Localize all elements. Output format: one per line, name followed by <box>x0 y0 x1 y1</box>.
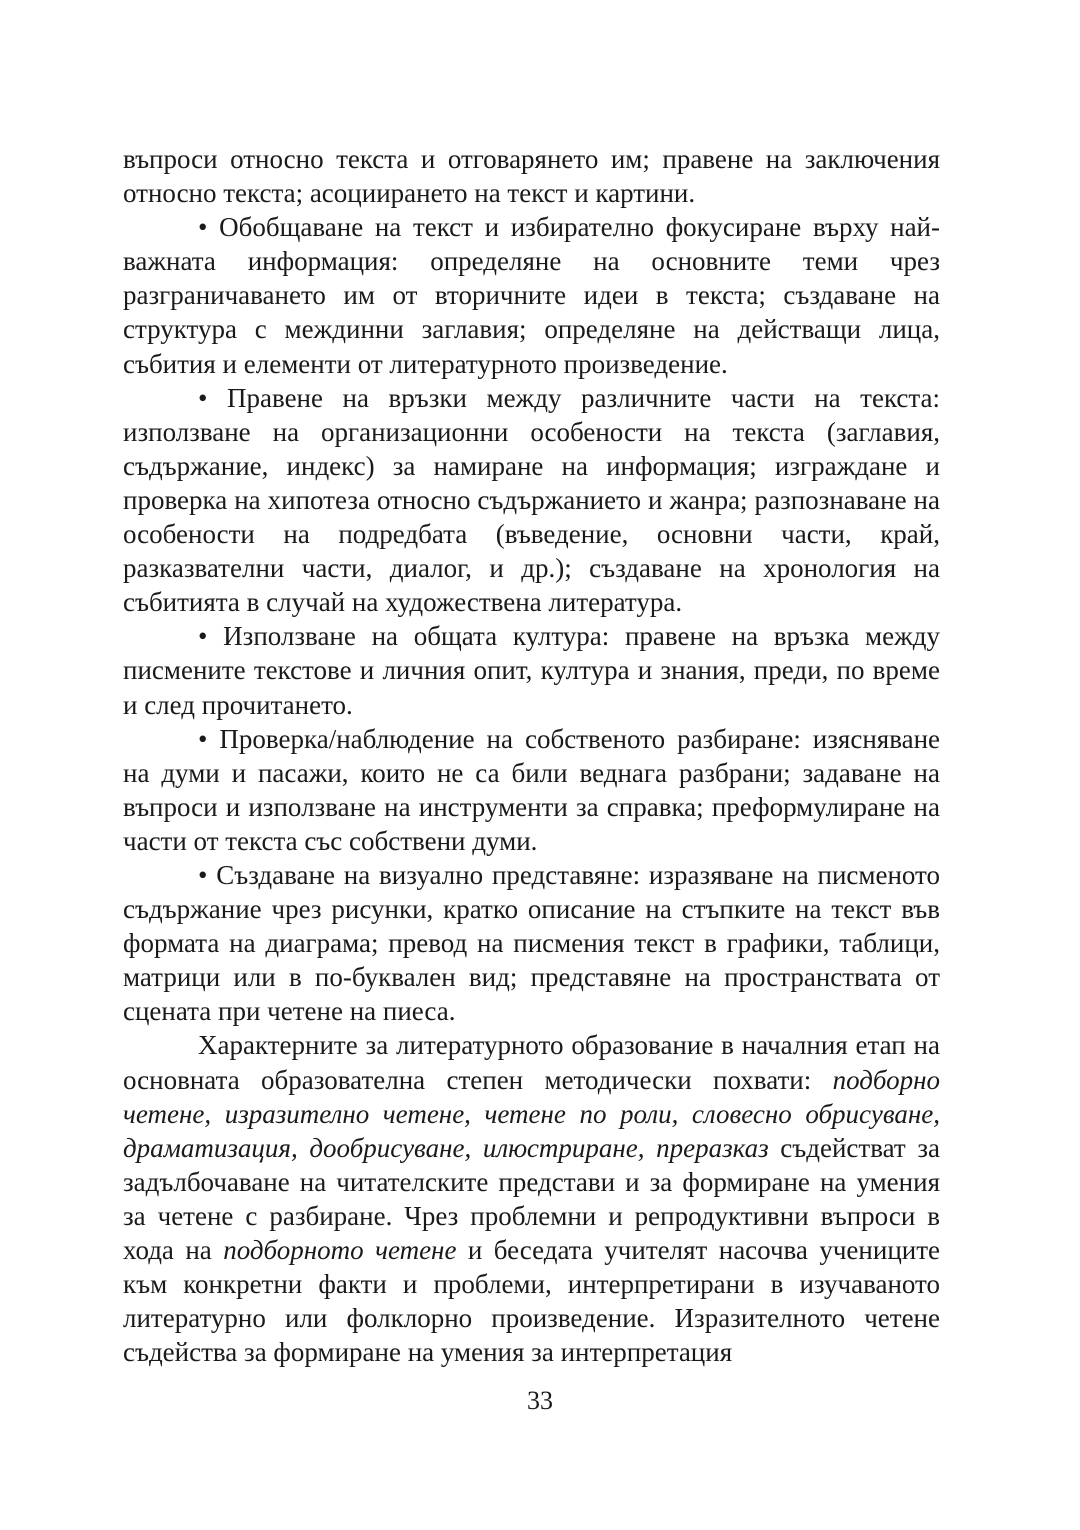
bullet-paragraph-connections: • Правене на връзки между различните части на текста: използване на организационни особености на текста (заглавия, съдържание, индекс) за намиране на информация; изграждане и проверка на хипотеза относно съдържанието и жанра; разпознаване на особености на подредбата (въведение, основни части, край, разказвателни части, диалог, и др.); създаване на хронология на събитията в случай на художествена литература. <box>123 382 940 618</box>
bullet-paragraph-visual-representation: • Създаване на визуално представяне: изразяване на писменото съдържание чрез рисунки, кратко описание на стъпките на текст във формата на диаграма; превод на писмения текст в графики, таблици, матрици или в по-буквален вид; представяне на пространствата от сцената при четене на пиеса. <box>123 859 940 1027</box>
italic-text-span: подборно четене, изразително четене, четене по роли, словесно обрисуване, драматизация, дообрисуване, илюстриране, преразказ <box>123 1064 940 1163</box>
bullet-paragraph-summarizing: • Обобщаване на текст и избирателно фокусиране върху най-важната информация: определяне на основните теми чрез разграничаването им от вторичните идеи в текста; създаване на структура с междинни заглавия; определяне на действащи лица, събития и елементи от литературното произведение. <box>123 212 940 379</box>
text-span: Характерните за литературното образование в началния етап на основната образователна степен методически похвати: <box>123 1030 940 1095</box>
bullet-paragraph-general-culture: • Използване на общата култура: правене на връзка между писмените текстове и личния опит, култура и знания, преди, по време и след прочитането. <box>123 621 940 720</box>
page-number: 33 <box>527 1386 553 1415</box>
paragraph-continuation: въпроси относно текста и отговарянето им; правене на заключения относно текста; асоциирането на текст и картини. <box>123 144 940 209</box>
text-span: съдействат за задълбочаване на читателските представи и за формиране на умения за четене с разбиране. Чрез проблемни и репродуктивни въпроси в хода на <box>123 1132 941 1265</box>
text-span: и беседата учителят насочва учениците към конкретни факти и проблеми, интерпретирани в изучаваното литературно или фолклорно произведение. Изразителното четене съдейства за формиране на умения за интерпретация <box>123 1235 940 1368</box>
paragraph-methods <box>123 1028 940 1369</box>
bullet-paragraph-self-check: • Проверка/наблюдение на собственото разбиране: изясняване на думи и пасажи, които не са били веднага разбрани; задаване на въпроси и използване на инструменти за справка; преформулиране на части от текста със собствени думи. <box>123 723 940 856</box>
italic-text-span: подборното четене <box>223 1235 457 1265</box>
page-body <box>123 142 940 1369</box>
